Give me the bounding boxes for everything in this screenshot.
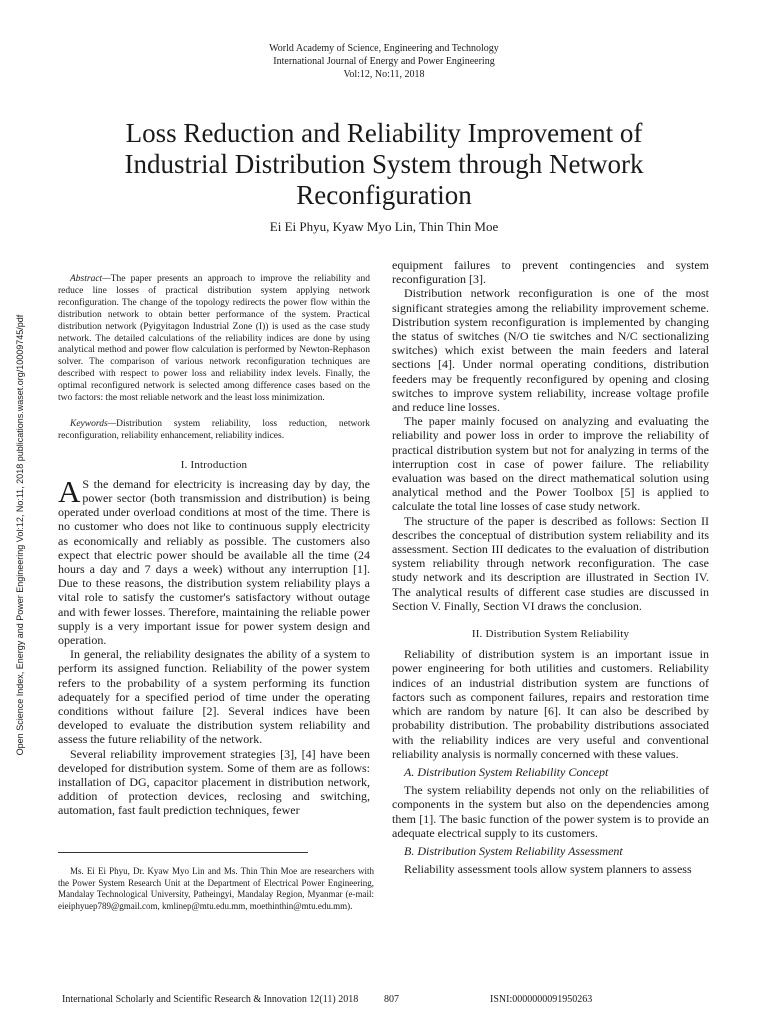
right-paragraph-4: The structure of the paper is described as follows: Section II describes the conceptual of distribution system reliability and its assessment. Section III dedicates to the evaluation of distribution system reliability through network reconfiguration. The case study network and its description are illustrated in Section IV. The analytical results of different case studies are discussed in Section V. Finally, Section VI draws the conclusion.	[392, 513, 709, 613]
right-paragraph-1: equipment failures to prevent contingencies and system reconfiguration [3].	[392, 258, 709, 287]
subsection-b-heading: B. Distribution System Reliability Assessment	[404, 843, 623, 858]
title-line-1: Loss Reduction and Reliability Improvement of	[125, 118, 643, 148]
footer-publisher: International Scholarly and Scientific Research & Innovation 12(11) 2018	[62, 994, 359, 1005]
intro-paragraph-3: Several reliability improvement strategies [3], [4] have been developed for distribution system. Some of them are as follows: installation of DG, capacitor placement in distribution network, addition of protection devices, reclosing and switching, automation, fast fault prediction techniques, fewer	[58, 746, 370, 818]
keywords-text: Distribution system reliability, loss reduction, network reconfiguration, reliability enhancement, reliability indices.	[58, 418, 370, 441]
drop-cap: A	[58, 473, 81, 509]
introduction-body	[58, 473, 370, 818]
intro-paragraph-2: In general, the reliability designates the ability of a system to perform its assigned function. Reliability of the power system refers to the probability of a system performing its function adequately for a specified period of time under the operating conditions without failure [2]. Several indices have been developed to evaluate the distribution system reliability and assess the future reliability of the network.	[58, 647, 370, 747]
right-paragraph-5: Reliability of distribution system is an important issue in power engineering for both utilities and customers. Reliability indices of an industrial distribution system are functions of factors such as component failures, repairs and restoration time which are random by nature [6]. It can also be described by probability distribution. The probability distributions associated with the reliability indices are very useful and conventional reliability analysis is normally concerned with these values.	[392, 647, 709, 761]
header-line-1: World Academy of Science, Engineering and Technology	[269, 43, 499, 54]
header-line-3: Vol:12, No:11, 2018	[343, 69, 425, 80]
left-column	[58, 274, 370, 818]
intro-paragraph-1: A S the demand for electricity is increasing day by day, the power sector (both transmission and distribution) is being operated under overload conditions at most of the time. There is no customer who does not like to continuous supply electricity as economically and reliably as possible. The customers also expect that electric power should be available all the time (24 hours a day and 7 days a week) without any interruption [1]. Due to these reasons, the distribution system reliability plays a vital role to satisfy the customer's satisfactory without outage and with fewer losses. Therefore, maintaining the reliable power supply is a very important issue for power system design and operation.	[58, 473, 370, 648]
right-column	[392, 258, 709, 876]
title-line-2: Industrial Distribution System through Network	[124, 149, 644, 179]
right-paragraph-3: The paper mainly focused on analyzing and evaluating the reliability and power loss in order to improve the reliability of practical distribution system but not for analyzing in terms of the interruption cost in case of power failure. The reliability evaluation was based on the direct mathematical solution using analytical method and the Power Toolbox [5] is applied to calculate the total line losses of case study network.	[392, 414, 709, 514]
section-heading-introduction: I. Introduction	[180, 458, 248, 471]
abstract-text: The paper presents an approach to improve the reliability and reduce line losses of practical distribution system applying network reconfiguration. The change of the topology redirects the power flow within the distribution network to obtain better performance of the system. Practical distribution network (Pyigyitagon Industrial Zone (I)) is used as the case study network. The detailed calculations of the reliability indices are done by using analytical method and power flow calculation is performed by Newton-Rephason solver. The comparison of various network reconfiguration techniques are described with respect to power loss and reliability index levels. Finally, the optimal reconfigured network is selected among difference cases based on the two factors: the most reliable network and the least loss minimization.	[58, 274, 370, 404]
keywords	[58, 419, 370, 443]
keywords-label: Keywords—	[70, 418, 117, 429]
footnote-rule	[58, 852, 308, 853]
right-paragraph-6: The system reliability depends not only on the reliabilities of components in the system but also on the dependencies among them [1]. The basic function of the power system is to provide an adequate electrical supply to its customers.	[392, 783, 709, 840]
authors: Ei Ei Phyu, Kyaw Myo Lin, Thin Thin Moe	[269, 219, 499, 234]
footer-isni: ISNI:0000000091950263	[490, 994, 593, 1005]
right-paragraph-7: Reliability assessment tools allow system planners to assess	[404, 862, 692, 877]
paper-title	[60, 118, 708, 211]
footer-page-number: 807	[384, 994, 399, 1005]
abstract-label: Abstract—	[70, 274, 111, 284]
subsection-a-heading: A. Distribution System Reliability Concept	[404, 764, 609, 779]
abstract	[58, 274, 370, 405]
title-line-3: Reconfiguration	[296, 180, 472, 210]
author-footnote: Ms. Ei Ei Phyu, Dr. Kyaw Myo Lin and Ms. Thin Thin Moe are researchers with the Power System Research Unit at the Department of Electrical Power Engineering, Mandalay Technological University, Patheingyi, Mandalay Region, Myanmar (e-mail: eieiphyuep789@gmail.com, kmlinep@mtu.edu.mm, moethinthin@mtu.edu.mm).	[58, 866, 374, 911]
journal-header	[0, 42, 768, 81]
right-paragraph-2: Distribution network reconfiguration is one of the most significant strategies among the reliability improvement scheme. Distribution system reconfiguration is implemented by changing the status of switches (N/O tie switches and N/C sectionalizing switches) which exist between the main feeders and lateral sections [4]. Under normal operating conditions, distribution feeders may be frequently reconfigured by opening and closing switches to improve system reliability, increase voltage profile and reduce line losses.	[392, 286, 709, 415]
header-line-2: International Journal of Energy and Power Engineering	[273, 56, 495, 67]
side-watermark-text: Open Science Index, Energy and Power Engineering Vol:12, No:11, 2018 publications.waset.org/10009745/pdf	[15, 314, 25, 756]
section-heading-reliability: II. Distribution System Reliability	[471, 628, 630, 641]
